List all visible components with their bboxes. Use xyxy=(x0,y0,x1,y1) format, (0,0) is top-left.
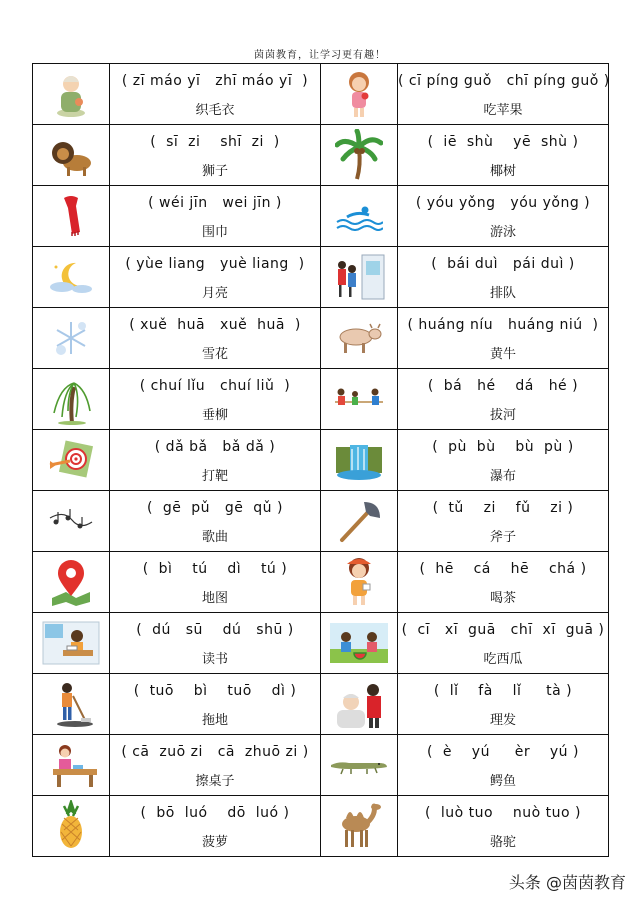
chinese-word: 擦桌子 xyxy=(195,774,235,789)
word-cell xyxy=(110,369,321,430)
word-cell xyxy=(110,796,321,857)
pinyin-options: ( dǎ bǎ bǎ dǎ ) xyxy=(154,439,276,455)
table-row xyxy=(33,125,609,186)
barber-icon xyxy=(331,678,387,730)
wiping-table-icon xyxy=(43,741,99,789)
pinyin-options: ( cī píng guǒ chī píng guǒ ) xyxy=(398,73,610,89)
chinese-word: 读书 xyxy=(201,652,228,667)
moon-icon xyxy=(48,259,94,295)
picture-cell xyxy=(33,552,110,613)
table-row xyxy=(33,674,609,735)
tug-of-war-icon xyxy=(331,384,387,414)
lion-icon xyxy=(47,131,95,179)
axe-icon xyxy=(334,498,384,544)
chinese-word: 鳄鱼 xyxy=(489,774,516,789)
table-row xyxy=(33,552,609,613)
pinyin-options: ( luò tuo nuò tuo ) xyxy=(425,805,581,821)
chinese-word: 打靶 xyxy=(201,469,228,484)
word-cell xyxy=(110,552,321,613)
picture-cell xyxy=(321,186,398,247)
chinese-word: 理发 xyxy=(489,713,516,728)
word-cell xyxy=(398,796,609,857)
coconut-tree-icon xyxy=(335,129,383,181)
music-notes-icon xyxy=(48,506,94,536)
picture-cell xyxy=(33,613,110,674)
picture-cell xyxy=(33,64,110,125)
word-cell xyxy=(398,735,609,796)
watermelon-kids-icon xyxy=(328,621,390,665)
picture-cell xyxy=(33,491,110,552)
word-cell xyxy=(398,369,609,430)
picture-cell xyxy=(33,735,110,796)
word-cell xyxy=(398,552,609,613)
scarf-icon xyxy=(56,194,86,238)
table-row xyxy=(33,247,609,308)
pinyin-options: ( yùe liang yuè liang ) xyxy=(125,256,305,272)
page-header: 茵茵教育，让学习更有趣！ xyxy=(254,50,386,61)
watermark: 头条 @茵茵教育 xyxy=(508,873,626,892)
pinyin-options: ( bō luó dō luó ) xyxy=(140,805,290,821)
chinese-word: 地图 xyxy=(201,591,228,606)
table-row xyxy=(33,613,609,674)
chinese-word: 月亮 xyxy=(201,286,228,301)
pinyin-options: ( huáng níu huáng niú ) xyxy=(407,317,599,333)
queue-icon xyxy=(332,251,386,303)
pinyin-options: ( tuō bì tuō dì ) xyxy=(133,683,297,699)
picture-cell xyxy=(321,125,398,186)
waterfall-icon xyxy=(334,439,384,481)
table-row xyxy=(33,64,609,125)
picture-cell xyxy=(321,64,398,125)
picture-cell xyxy=(321,308,398,369)
word-cell xyxy=(110,308,321,369)
knitting-grandma-icon xyxy=(43,68,99,120)
pinyin-options: ( lǐ fà lǐ tà ) xyxy=(433,683,573,699)
word-cell xyxy=(398,186,609,247)
picture-cell xyxy=(321,430,398,491)
chinese-word: 斧子 xyxy=(489,530,516,545)
pinyin-options: ( bì tú dì tú ) xyxy=(142,561,288,577)
picture-cell xyxy=(321,552,398,613)
pinyin-options: ( sī zi shī zi ) xyxy=(150,134,280,150)
picture-cell xyxy=(33,796,110,857)
pinyin-options: ( yóu yǒng yóu yǒng ) xyxy=(415,195,591,211)
reading-kid-icon xyxy=(41,620,101,666)
pinyin-options: ( dú sū dú shū ) xyxy=(136,622,294,638)
word-cell xyxy=(110,491,321,552)
word-cell xyxy=(110,64,321,125)
word-cell xyxy=(398,64,609,125)
chinese-word: 织毛衣 xyxy=(195,103,235,118)
chinese-word: 瀑布 xyxy=(489,469,516,484)
picture-cell xyxy=(321,735,398,796)
table-row xyxy=(33,491,609,552)
map-pin-icon xyxy=(48,558,94,606)
pinyin-options: ( zī máo yī zhī máo yī ) xyxy=(121,73,309,89)
chinese-word: 拖地 xyxy=(201,713,228,728)
pinyin-options: ( tǔ zi fǔ zi ) xyxy=(432,500,574,516)
pinyin-options: ( bái duì pái duì ) xyxy=(431,256,575,272)
pineapple-icon xyxy=(56,800,86,852)
chinese-word: 游泳 xyxy=(489,225,516,240)
chinese-word: 椰树 xyxy=(489,164,516,179)
pinyin-options: ( pù bù bù pù ) xyxy=(432,439,574,455)
chinese-word: 雪花 xyxy=(201,347,228,362)
table-row xyxy=(33,308,609,369)
picture-cell xyxy=(321,674,398,735)
mopping-icon xyxy=(45,680,97,728)
pinyin-options: ( bá hé dá hé ) xyxy=(427,378,579,394)
girl-tea-icon xyxy=(339,556,379,608)
picture-cell xyxy=(33,308,110,369)
crocodile-icon xyxy=(329,755,389,775)
picture-cell xyxy=(321,796,398,857)
table-row xyxy=(33,186,609,247)
picture-cell xyxy=(33,125,110,186)
chinese-word: 喝茶 xyxy=(489,591,516,606)
chinese-word: 拔河 xyxy=(489,408,516,423)
word-cell xyxy=(398,613,609,674)
pinyin-options: ( hē cá hē chá ) xyxy=(419,561,587,577)
chinese-word: 排队 xyxy=(489,286,516,301)
picture-cell xyxy=(321,369,398,430)
chinese-word: 吃苹果 xyxy=(483,103,523,118)
chinese-word: 黄牛 xyxy=(489,347,516,362)
picture-cell xyxy=(321,247,398,308)
pinyin-options: ( chuí lǐu chuí liǔ ) xyxy=(139,378,291,394)
picture-cell xyxy=(33,430,110,491)
word-cell xyxy=(110,125,321,186)
word-cell xyxy=(110,430,321,491)
chinese-word: 围巾 xyxy=(201,225,228,240)
pinyin-options: ( è yú èr yú ) xyxy=(427,744,579,760)
word-cell xyxy=(110,674,321,735)
picture-cell xyxy=(33,369,110,430)
target-icon xyxy=(48,439,94,481)
table-row xyxy=(33,735,609,796)
table-row xyxy=(33,430,609,491)
word-cell xyxy=(398,247,609,308)
chinese-word: 菠萝 xyxy=(201,835,228,850)
chinese-word: 狮子 xyxy=(201,164,228,179)
pinyin-options: ( cī xī guā chī xī guā ) xyxy=(401,622,605,638)
willow-icon xyxy=(46,373,96,425)
word-cell xyxy=(110,735,321,796)
word-cell xyxy=(110,613,321,674)
snowflake-icon xyxy=(51,318,91,358)
cow-icon xyxy=(334,321,384,355)
girl-eating-apple-icon xyxy=(339,68,379,120)
word-cell xyxy=(110,247,321,308)
vocabulary-table xyxy=(32,63,609,857)
chinese-word: 骆驼 xyxy=(489,835,516,850)
chinese-word: 垂柳 xyxy=(201,408,228,423)
picture-cell xyxy=(33,247,110,308)
pinyin-options: ( wéi jīn wei jīn ) xyxy=(148,195,282,211)
chinese-word: 歌曲 xyxy=(201,530,228,545)
table-row xyxy=(33,796,609,857)
picture-cell xyxy=(33,186,110,247)
word-cell xyxy=(398,674,609,735)
word-cell xyxy=(398,125,609,186)
table-row xyxy=(33,369,609,430)
word-cell xyxy=(398,430,609,491)
chinese-word: 吃西瓜 xyxy=(483,652,523,667)
pinyin-options: ( gē pǔ gē qǔ ) xyxy=(147,500,283,516)
pinyin-options: ( iē shù yē shù ) xyxy=(427,134,579,150)
word-cell xyxy=(398,491,609,552)
word-cell xyxy=(110,186,321,247)
word-cell xyxy=(398,308,609,369)
swimmer-icon xyxy=(335,201,383,231)
pinyin-options: ( cā zuō zi cā zhuō zi ) xyxy=(121,744,309,760)
camel-icon xyxy=(332,802,386,850)
pinyin-options: ( xuě huā xuě huā ) xyxy=(129,317,301,333)
picture-cell xyxy=(33,674,110,735)
picture-cell xyxy=(321,491,398,552)
picture-cell xyxy=(321,613,398,674)
